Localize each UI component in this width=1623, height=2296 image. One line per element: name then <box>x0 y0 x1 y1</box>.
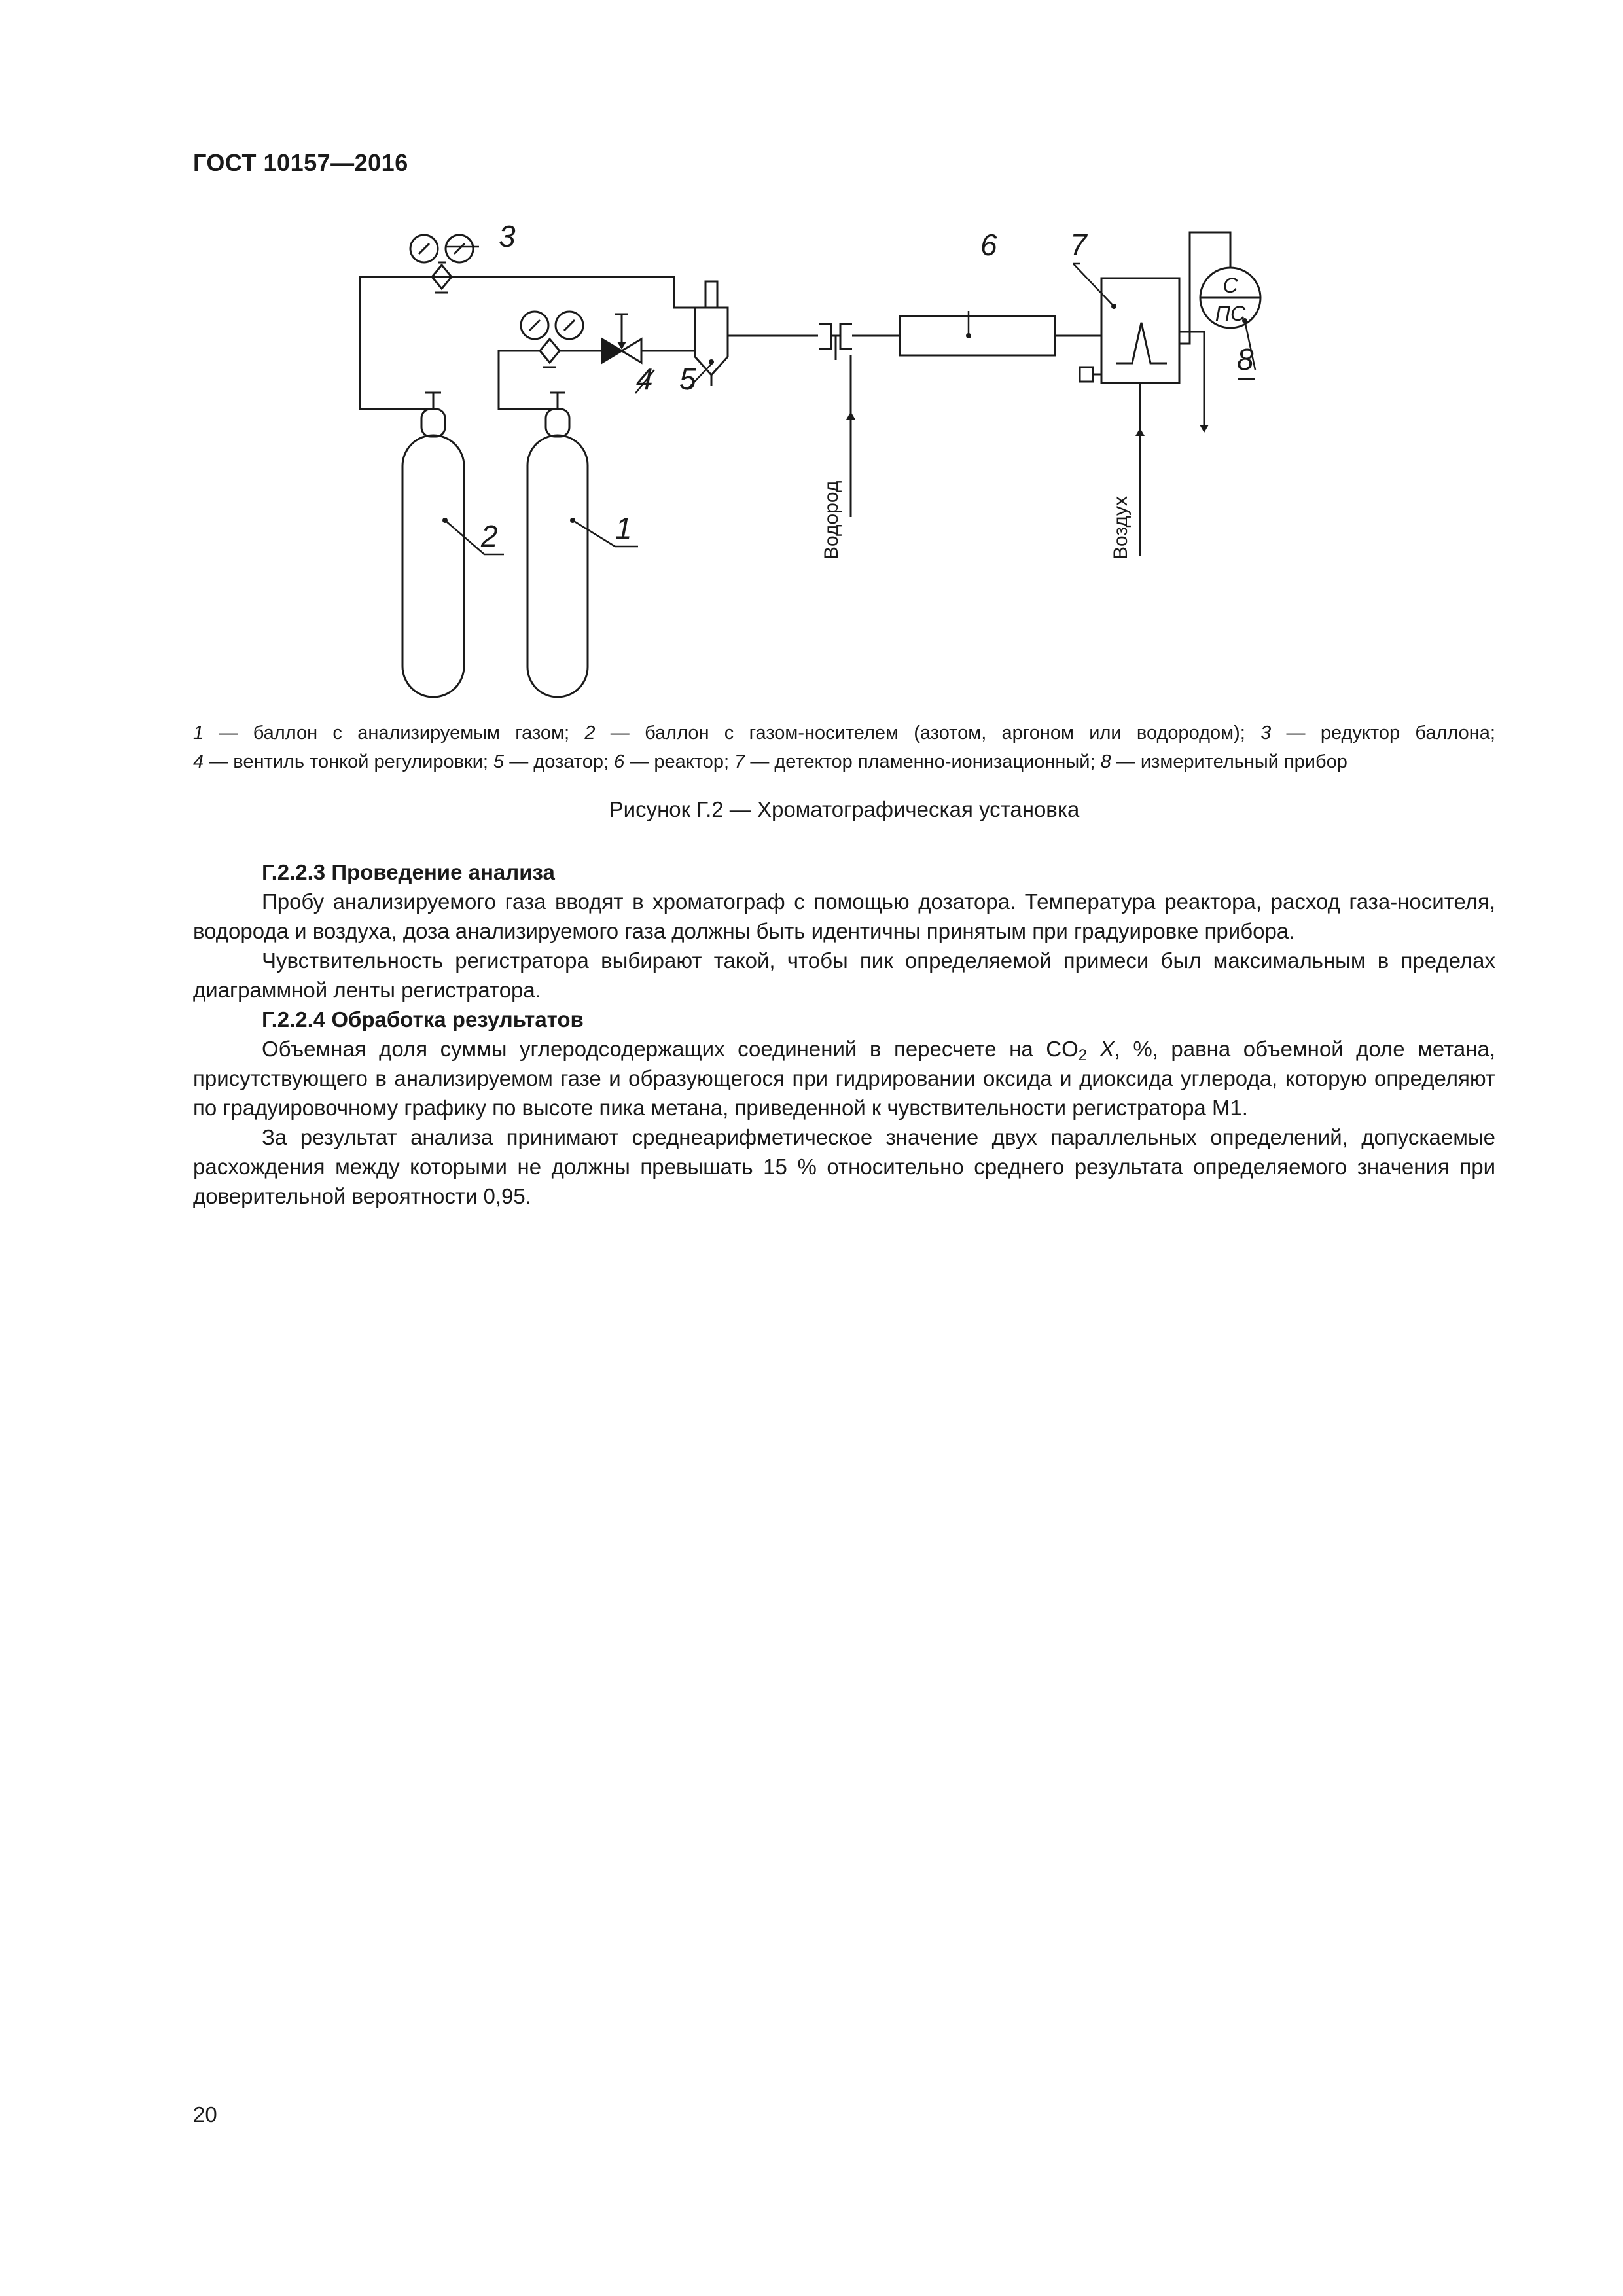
detector-7 <box>1080 278 1179 383</box>
paragraph: Чувствительность регистратора выбирают такой, чтобы пик определяемой примеси был максимальным в пределах диаграммной ленты регистратора. <box>193 948 1495 1002</box>
dozer-5 <box>695 281 728 386</box>
document-header: ГОСТ 10157—2016 <box>193 149 408 176</box>
figure-caption: Рисунок Г.2 — Хроматографическая установка <box>609 797 1080 821</box>
label-1: 1 <box>615 511 632 545</box>
valve-4 <box>602 314 641 363</box>
legend-line-1: 1 — баллон с анализируемым газом; 2 — баллон с газом-носителем (азотом, аргоном или водородом); 3 — редуктор баллона; <box>193 723 1495 744</box>
label-6: 6 <box>980 228 997 262</box>
figure-legend <box>193 719 1495 776</box>
coupling <box>819 324 852 360</box>
label-7: 7 <box>1070 228 1087 262</box>
label-2: 2 <box>481 519 498 553</box>
cylinder-2 <box>402 393 464 697</box>
section-heading-g224: Г.2.2.4 Обработка результатов <box>262 1007 584 1031</box>
section-heading-g223: Г.2.2.3 Проведение анализа <box>262 860 555 884</box>
cylinder-1 <box>527 393 588 697</box>
regulator-lower <box>521 312 583 367</box>
legend-line-2: 4 — вентиль тонкой регулировки; 5 — дозатор; 6 — реактор; 7 — детектор пламенно-ионизационный; 8 — измерительный прибор <box>193 751 1347 772</box>
paragraph: Объемная доля суммы углеродсодержащих соединений в пересчете на $CO_2$ X, %, равна объемной доле метана, присутствующего в анализируемом газе и образующегося при гидрировании оксида и диоксида углерода, которую определяют по градуировочному графику по высоте пика метана, приведенной к чувствительности регистратора М1. <box>193 1037 1495 1120</box>
chromatograph-setup-diagram <box>288 213 1400 710</box>
hydrogen-label: Водород <box>821 480 842 560</box>
air-label: Воздух <box>1110 496 1132 560</box>
label-5: 5 <box>679 362 696 396</box>
meter-label-c: С <box>1222 274 1238 297</box>
label-4: 4 <box>636 362 653 396</box>
regulator-3 <box>410 235 473 293</box>
page-number: 20 <box>193 2102 217 2126</box>
paragraph: За результат анализа принимают среднеарифметическое значение двух параллельных определений, допускаемые расхождения между которыми не должны превышать 15 % относительно среднего результата определяемого значения при доверительной вероятности 0,95. <box>193 1125 1495 1208</box>
meter-label-pc: ПС <box>1215 302 1246 325</box>
label-3: 3 <box>499 219 516 253</box>
label-8: 8 <box>1237 342 1254 376</box>
paragraph: Пробу анализируемого газа вводят в хроматограф с помощью дозатора. Температура реактора, расход газа-носителя, водорода и воздуха, доза анализируемого газа должны быть идентичны принятым при градуировке прибора. <box>193 889 1495 943</box>
body-text <box>193 857 1495 1211</box>
reactor-6 <box>900 316 1055 355</box>
